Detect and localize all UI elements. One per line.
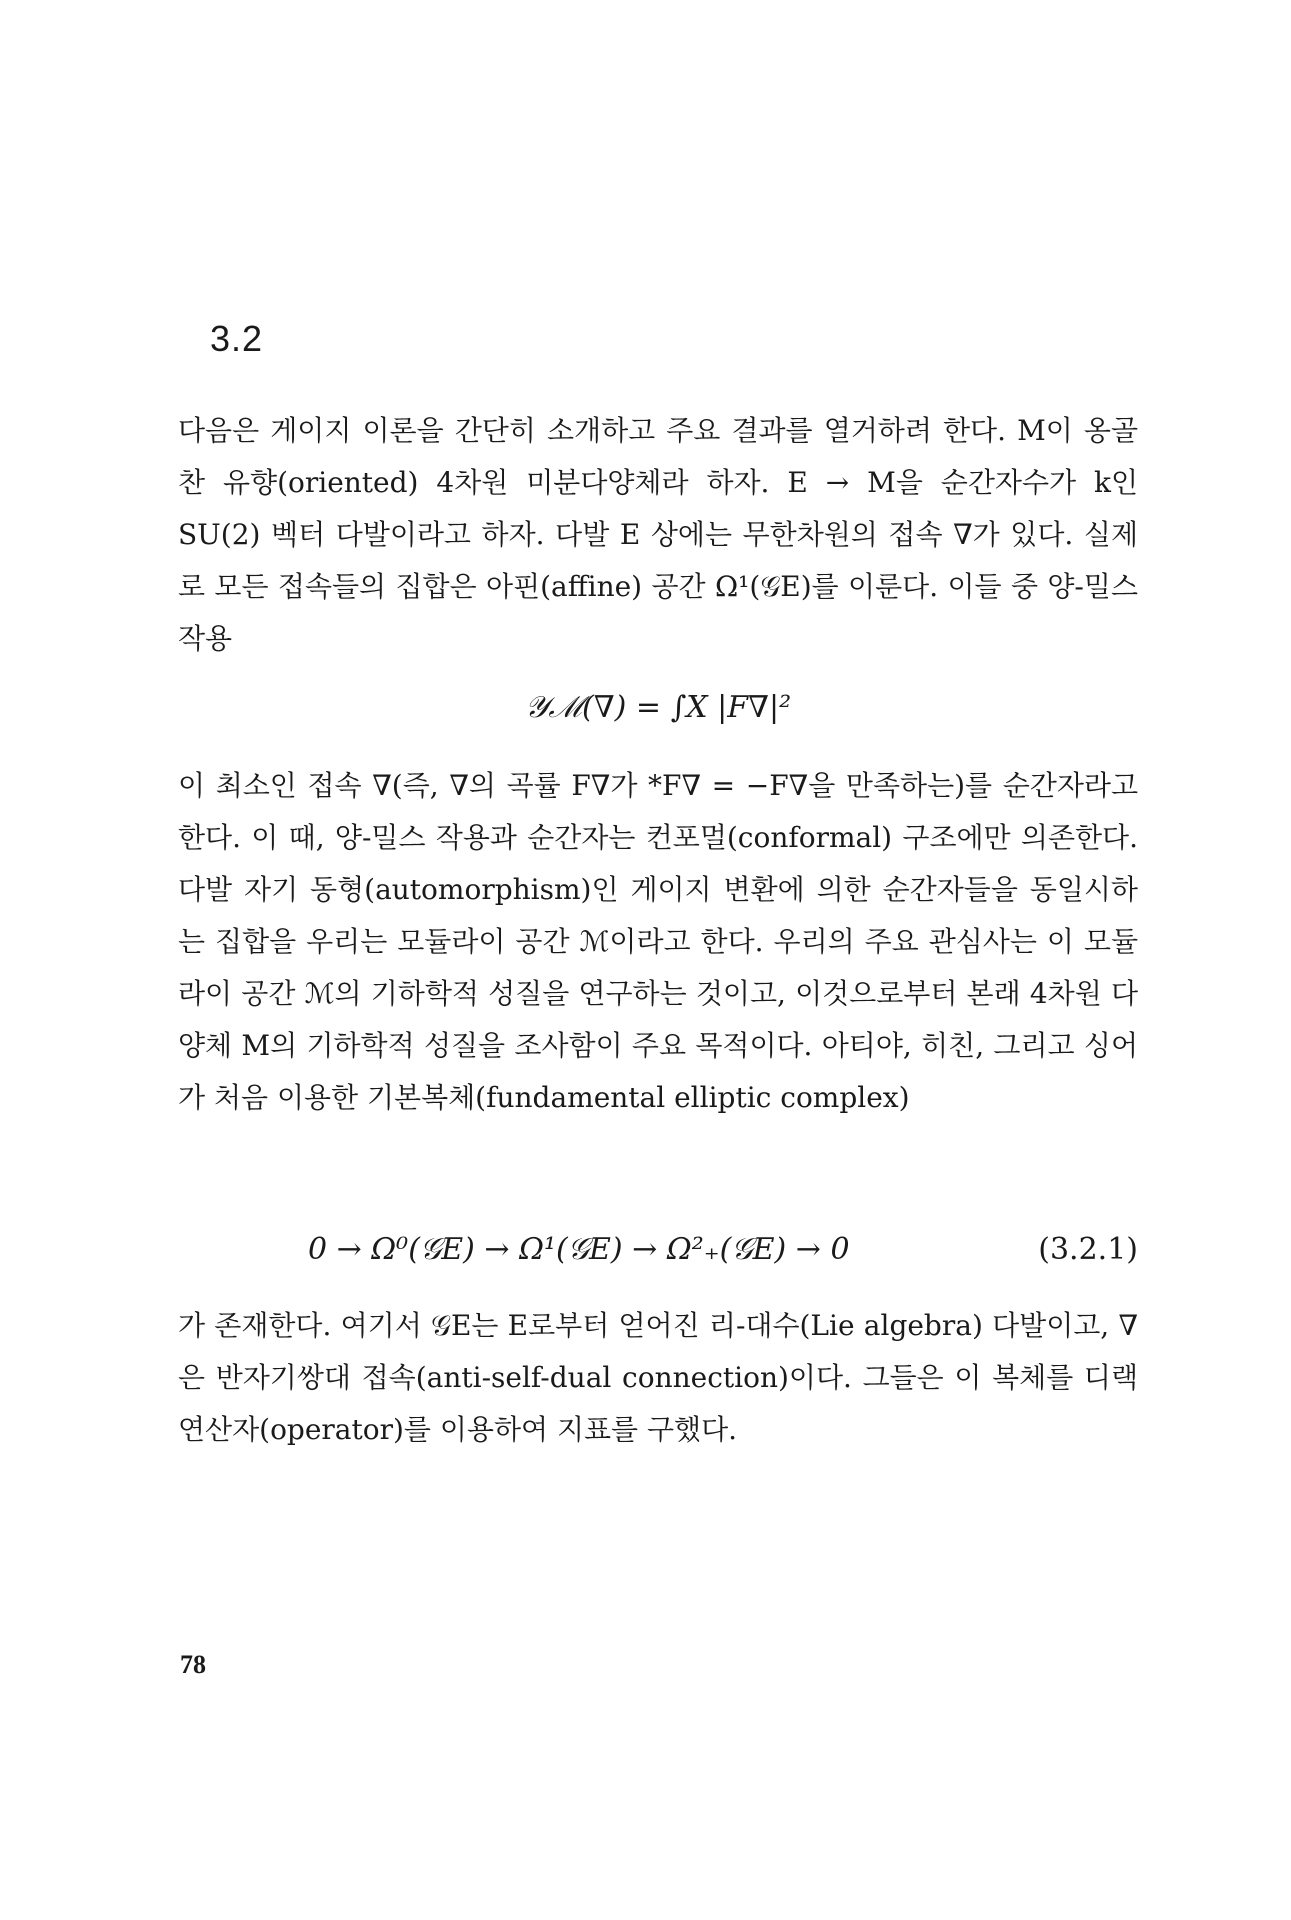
equation-number: (3.2.1) [1038, 1232, 1138, 1267]
elliptic-complex-body: 0 → Ω⁰(𝒢E) → Ω¹(𝒢E) → Ω²₊(𝒢E) → 0 [308, 1232, 850, 1267]
yang-mills-formula: 𝒴ℳ(∇) = ∫X |F∇|² [524, 690, 792, 725]
paragraph-conclusion: 가 존재한다. 여기서 𝒢E는 E로부터 얻어진 리-대수(Lie algebra) 다발이고, ∇은 반자기쌍대 접속(anti-self-dual connection)이다. 그들은 이 복체를 디랙 연산자(operator)를 이용하여 지표를 구했다. [178, 1309, 1138, 1446]
section-number: 3.2 [210, 318, 264, 359]
paragraph-intro: 다음은 게이지 이론을 간단히 소개하고 주요 결과를 열거하려 한다. M이 옹골찬 유향(oriented) 4차원 미분다양체라 하자. E → M을 순간자수가 k인 SU(2) 벡터 다발이라고 하자. 다발 E 상에는 무한차원의 접속 ∇가 있다. 실제로 모든 접속들의 집합은 아핀(affine) 공간 Ω¹(𝒢E)를 이룬다. 이들 중 양-밀스 작용 [178, 414, 1138, 655]
page-number: 78 [180, 1650, 206, 1679]
paragraph-instantons: 이 최소인 접속 ∇(즉, ∇의 곡률 F∇가 *F∇ = −F∇을 만족하는)를 순간자라고 한다. 이 때, 양-밀스 작용과 순간자는 컨포멀(conformal) 구조에만 의존한다. 다발 자기 동형(automorphism)인 게이지 변환에 의한 순간자들을 동일시하는 집합을 우리는 모듈라이 공간 ℳ이라고 한다. 우리의 주요 관심사는 이 모듈라이 공간 ℳ의 기하학적 성질을 연구하는 것이고, 이것으로부터 본래 4차원 다양체 M의 기하학적 성질을 조사함이 주요 목적이다. 아티야, 히친, 그리고 싱어가 처음 이용한 기본복체(fundamental elliptic complex) [178, 769, 1138, 1114]
